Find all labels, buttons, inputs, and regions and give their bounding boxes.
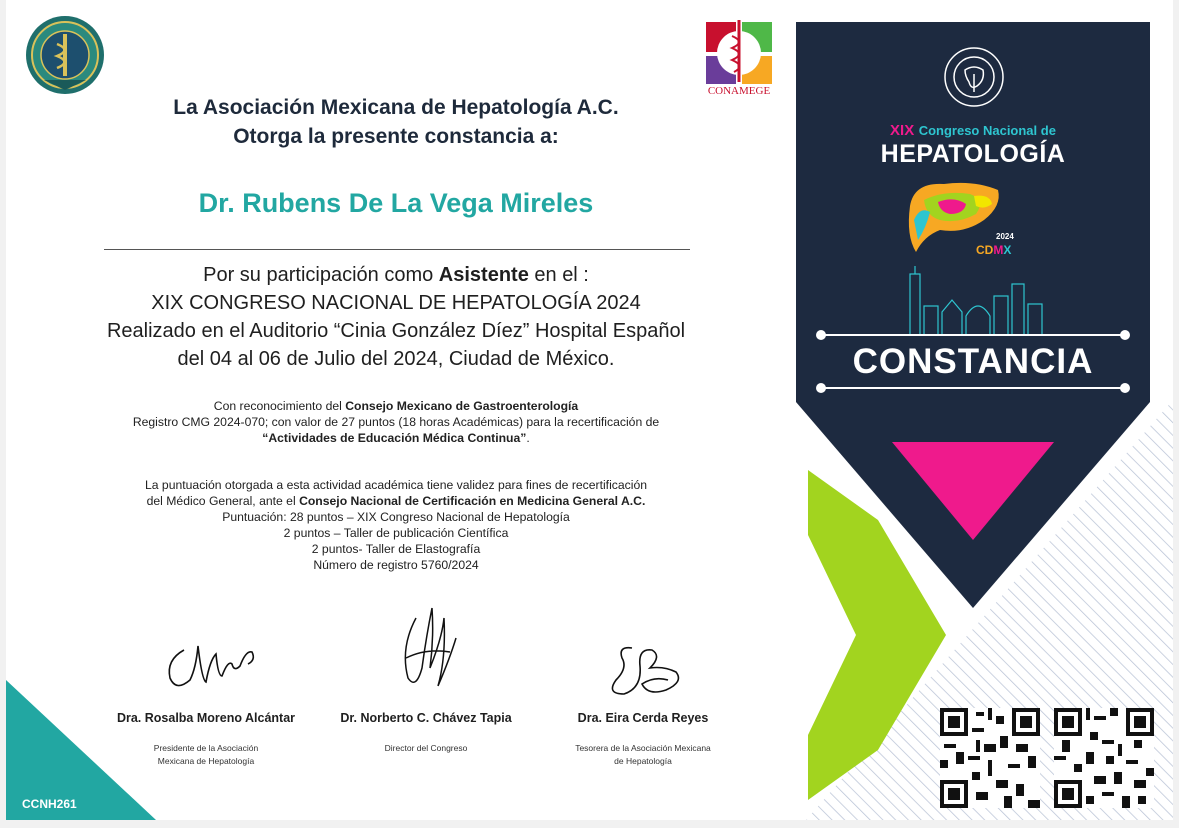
signer-3-name: Dra. Eira Cerda Reyes [577,711,709,725]
activities-name: “Actividades de Educación Médica Continua” [262,431,527,445]
certificate [6,0,1173,820]
registry-line: Registro CMG 2024-070; con valor de 27 puntos (18 horas Académicas) para la recertificación de [132,415,660,429]
banner-title: HEPATOLOGÍA [880,140,1066,168]
recipient-name: Dr. Rubens De La Vega Mireles [198,188,594,218]
score-line-2: 2 puntos – Taller de publicación Científica [283,526,509,540]
dates-line: del 04 al 06 de Julio del 2024, Ciudad de México. [177,348,615,370]
banner-dot-br [1120,383,1130,393]
banner-line-top [820,334,1126,336]
event-name: XIX CONGRESO NACIONAL DE HEPATOLOGÍA 2024 [151,292,641,314]
banner-city-x: X [1003,243,1012,257]
qr-code-icon [1054,708,1154,808]
banner-edition: XIX [890,122,915,139]
skyline-icon [906,266,1046,336]
banner-line-bottom [820,387,1126,389]
certificate-code: CCNH261 [22,797,77,811]
congress-banner [796,22,1150,608]
signer-1-role-2: Mexicana de Hepatología [157,756,255,766]
signer-3-role-2: de Hepatología [614,756,672,766]
recognition-council: Consejo Mexicano de Gastroenterología [345,399,579,413]
registration-number: Número de registro 5760/2024 [313,558,479,572]
triangle-marker-icon [892,442,1054,542]
signature-3 [602,636,692,706]
signature-1 [156,620,266,700]
signature-2 [386,598,466,698]
score-line-3: 2 puntos- Taller de Elastografía [311,542,481,556]
banner-dot-tl [816,330,826,340]
conamege-label: CONAMEGE [707,85,771,97]
signer-2-name: Dr. Norberto C. Chávez Tapia [340,711,512,725]
banner-city [976,243,1011,257]
banner-dot-bl [816,383,826,393]
divider [104,249,690,250]
banner-city-m: M [993,243,1004,257]
participation-line [66,261,726,289]
venue-line: Realizado en el Auditorio “Cinia González Díez” Hospital Español [106,320,686,342]
validity-line-2 [56,493,736,509]
signer-1-role-1: Presidente de la Asociación [153,743,259,753]
banner-subtitle [796,122,1150,140]
recognition-line [66,398,726,414]
validity-prefix: del Médico General, ante el [146,494,300,508]
participation-prefix: Por su participación como [203,264,439,286]
recognition-prefix: Con reconocimiento del [213,399,346,413]
conamege-logo-icon [704,16,774,86]
participation-role: Asistente [438,264,529,286]
banner-city-c: CD [976,243,994,257]
validity-council: Consejo Nacional de Certificación en Medicina General A.C. [299,494,646,508]
banner-year: 2024 [996,232,1014,241]
banner-emblem-icon [943,46,1005,108]
signer-1-name: Dra. Rosalba Moreno Alcántar [116,711,296,725]
constancia-title: CONSTANCIA [852,342,1094,381]
validity-line-1: La puntuación otorgada a esta actividad académica tiene validez para fines de recertificación [144,478,648,492]
participation-suffix: en el : [528,264,589,286]
qr-code-icon [940,708,1040,808]
association-line: La Asociación Mexicana de Hepatología A.C. [173,96,619,119]
signer-3-role-1: Tesorera de la Asociación Mexicana [575,743,711,753]
association-seal-icon [24,14,106,96]
banner-congress: Congreso Nacional de [918,123,1056,138]
activities-suffix: . [526,431,530,445]
signer-2-role-1: Director del Congreso [384,743,468,753]
activities-line [66,430,726,446]
banner-dot-tr [1120,330,1130,340]
grant-line: Otorga la presente constancia a: [233,125,559,148]
score-line-1: Puntuación: 28 puntos – XIX Congreso Nacional de Hepatología [222,510,570,524]
